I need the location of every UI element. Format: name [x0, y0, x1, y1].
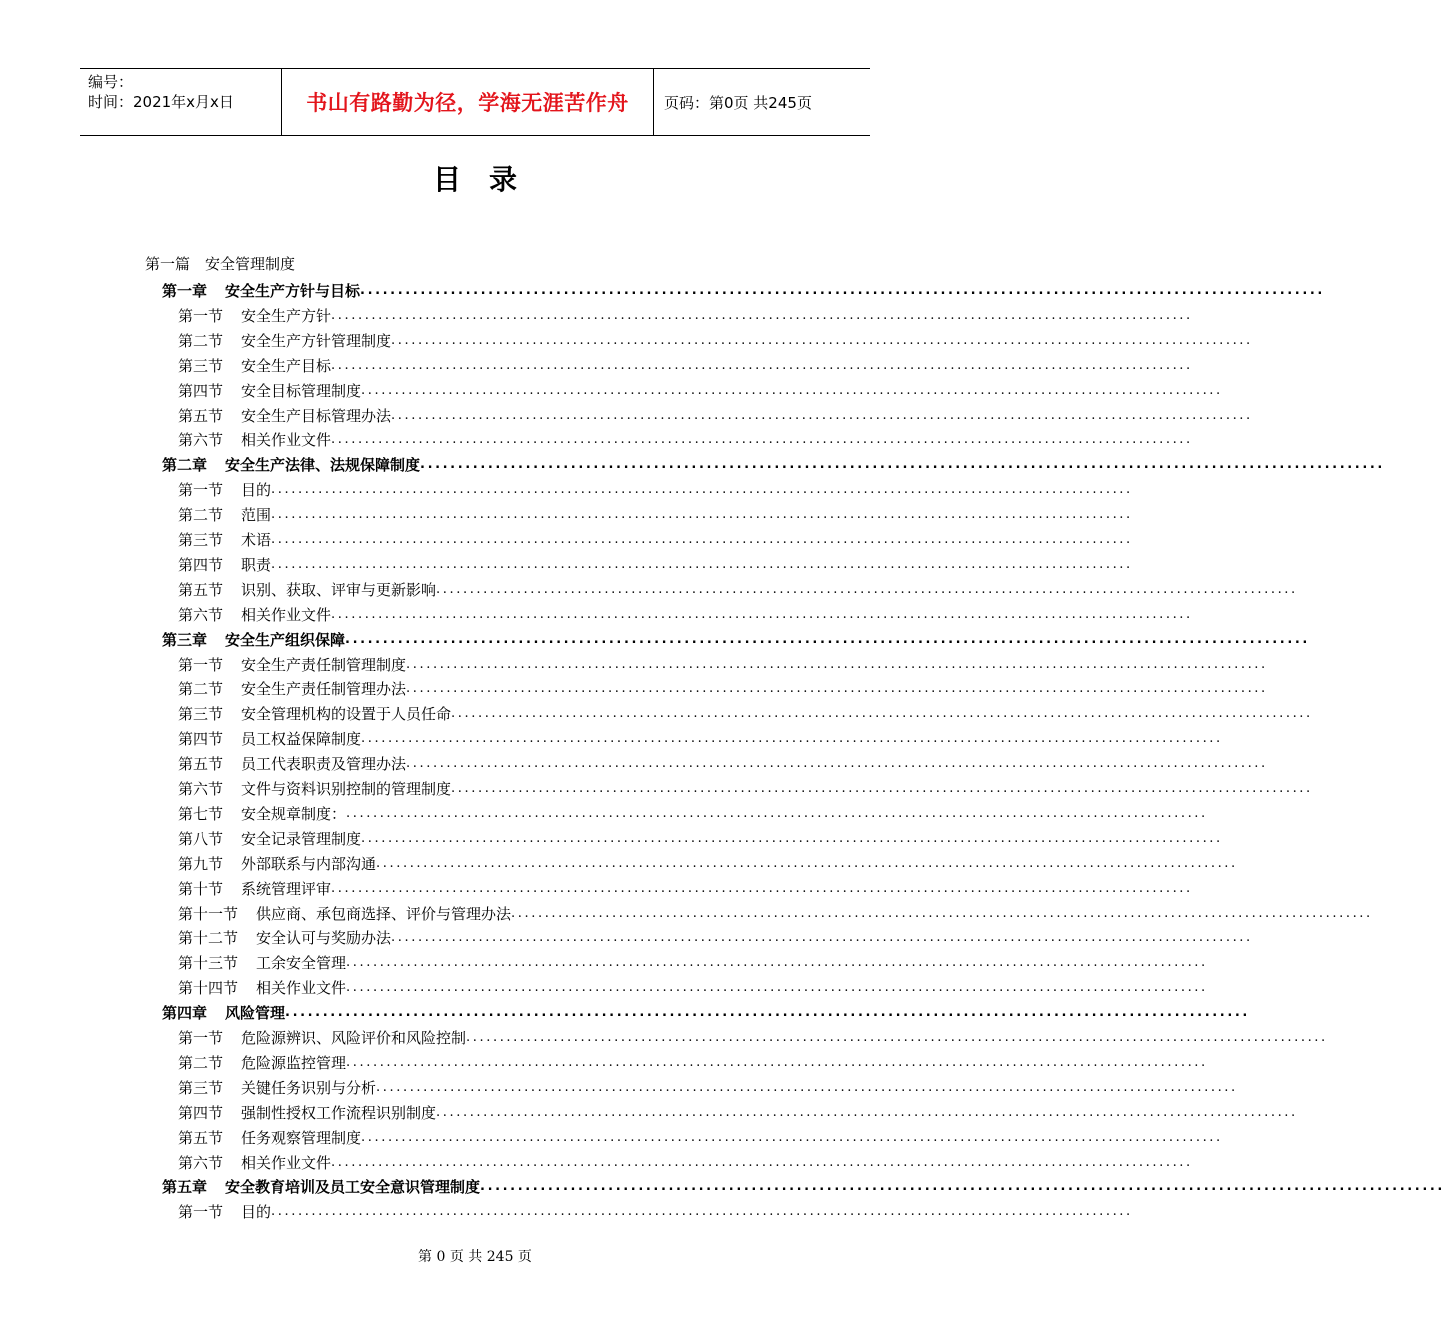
toc-dot-leader: ................................................................................................................................ [391, 930, 1253, 946]
toc-entry-title: 相关作业文件 [256, 979, 347, 998]
toc-entry-number: 第四节 [178, 381, 224, 400]
toc-entry-text [178, 1053, 346, 1073]
toc-entry-title: 危险源辨识、风险评价和风险控制 [241, 1029, 467, 1047]
toc-dot-leader: ................................................................................................................................ [271, 1204, 1133, 1220]
toc-entry-number: 第五章 [162, 1178, 208, 1197]
toc-dot-leader: ................................................................................................................................ [436, 1104, 1298, 1120]
toc-section-entry[interactable] [178, 774, 1313, 799]
toc-entry-number: 第十一节 [178, 904, 239, 923]
toc-entry-title: 文件与资料识别控制的管理制度 [241, 780, 452, 798]
toc-entry-number: 第九节 [178, 854, 224, 873]
toc-chapter-entry[interactable] [162, 625, 1310, 650]
toc-dot-leader: ................................................................................................................................ [346, 1054, 1208, 1070]
toc-dot-leader: ................................................................................................................................ [376, 855, 1238, 871]
toc-entry-title: 术语 [241, 531, 272, 549]
toc-section-entry[interactable] [178, 600, 1193, 625]
toc-section-entry[interactable] [178, 674, 1268, 699]
toc-section-entry[interactable] [178, 326, 1253, 351]
toc-entry-text [178, 381, 361, 401]
toc-entry-title: 安全规章制度： [241, 804, 347, 823]
toc-entry-text [162, 455, 420, 475]
toc-dot-leader: ................................................................................................................................ [466, 1030, 1328, 1045]
toc-entry-title: 安全生产法律、法规保障制度 [225, 456, 421, 475]
toc-section-entry[interactable] [178, 849, 1238, 874]
toc-entry-number: 第四节 [178, 730, 224, 749]
toc-entry-title: 安全生产责任制管理制度 [241, 655, 407, 674]
toc-entry-text [162, 281, 360, 301]
toc-entry-title: 安全生产组织保障 [225, 630, 346, 649]
toc-dot-leader: ................................................................................................................................ [345, 631, 1310, 647]
toc-dot-leader: ................................................................................................................................ [361, 1129, 1223, 1145]
toc-entry-title: 安全生产方针与目标 [225, 282, 361, 300]
toc-entry-text [178, 879, 331, 899]
toc-section-entry[interactable] [178, 1123, 1223, 1148]
toc-entry-text [162, 1003, 285, 1023]
toc-section-entry[interactable] [178, 1048, 1208, 1073]
toc-entry-text [178, 1153, 331, 1173]
toc-entry-number: 第四节 [178, 555, 224, 574]
toc-section-entry[interactable] [178, 824, 1223, 849]
header-motto: 书山有路勤为径，学海无涯苦作舟 [306, 91, 629, 115]
toc-entry-title: 安全管理机构的设置于人员任命 [241, 705, 452, 724]
toc-section-entry[interactable] [178, 550, 1133, 575]
toc-title: 目录 [432, 163, 545, 196]
toc-section-entry[interactable] [178, 351, 1193, 376]
toc-dot-leader: ................................................................................................................................ [285, 1005, 1250, 1021]
toc-entry-text [178, 779, 451, 799]
toc-dot-leader: ................................................................................................................................ [451, 781, 1313, 796]
toc-entry-text [178, 580, 436, 600]
toc-entry-number: 第十二节 [178, 929, 239, 948]
toc-entry-text [178, 356, 331, 376]
toc-entry-title: 安全生产目标 [241, 356, 332, 375]
toc-entry-text [178, 704, 451, 724]
toc-entry-text [178, 406, 391, 426]
toc-entry-text [178, 1078, 376, 1098]
toc-entry-title: 强制性授权工作流程识别制度 [241, 1103, 437, 1122]
toc-entry-text [178, 804, 346, 824]
toc-entry-title: 职责 [241, 555, 272, 574]
toc-entry-text [178, 605, 331, 625]
toc-entry-text [178, 505, 271, 525]
toc-section-entry[interactable] [178, 948, 1208, 973]
toc-dot-leader: ................................................................................................................................ [346, 805, 1208, 821]
toc-section-entry[interactable] [178, 1098, 1298, 1123]
toc-entry-title: 安全记录管理制度 [241, 829, 362, 848]
toc-dot-leader: ................................................................................................................................ [361, 731, 1223, 747]
toc-entry-text [178, 530, 271, 550]
toc-entry-title: 员工权益保障制度 [241, 730, 362, 749]
toc-entry-text [178, 754, 406, 774]
toc-entry-text [178, 331, 391, 351]
toc-entry-number: 第八节 [178, 829, 224, 848]
page-footer: 第 0 页 共 245 页 [418, 1249, 532, 1265]
toc-entry-text [178, 1028, 466, 1048]
toc-section-entry[interactable] [178, 749, 1268, 774]
toc-entry-number: 第三章 [162, 630, 208, 649]
toc-entry-number: 第五节 [178, 580, 224, 599]
toc-chapter-entry[interactable] [162, 1172, 1445, 1197]
toc-dot-leader: ................................................................................................................................ [271, 556, 1133, 572]
toc-dot-leader: ................................................................................................................................ [346, 955, 1208, 971]
toc-entry-title: 安全生产方针管理制度 [241, 331, 392, 350]
toc-dot-leader: ................................................................................................................................ [331, 880, 1193, 896]
toc-entry-title: 安全教育培训及员工安全意识管理制度 [225, 1178, 481, 1197]
toc-section-entry[interactable] [178, 799, 1208, 824]
toc-section-entry[interactable] [178, 699, 1313, 724]
toc-section-entry[interactable] [178, 1148, 1193, 1173]
toc-entry-title: 关键任务识别与分析 [241, 1078, 377, 1097]
toc-entry-number: 第十节 [178, 879, 224, 898]
toc-entry-text [178, 430, 331, 450]
toc-dot-leader: ................................................................................................................................ [376, 1079, 1238, 1095]
toc-entry-text [178, 679, 406, 699]
toc-section-entry[interactable] [178, 1073, 1238, 1098]
toc-entry-number: 第三节 [178, 356, 224, 375]
toc-entry-title: 外部联系与内部沟通 [241, 854, 377, 873]
toc-dot-leader: ................................................................................................................................ [361, 382, 1223, 398]
toc-chapter-entry[interactable] [162, 450, 1385, 475]
toc-section-entry[interactable] [178, 973, 1208, 998]
toc-entry-title: 风险管理 [225, 1004, 286, 1023]
toc-entry-title: 危险源监控管理 [241, 1053, 347, 1072]
header-page-info: 页码：第0页 共245页 [664, 93, 812, 112]
toc-entry-number: 第一节 [178, 481, 224, 500]
toc-section-entry[interactable] [178, 500, 1133, 525]
toc-entry-number: 第三节 [178, 1078, 224, 1097]
toc-dot-leader: ................................................................................................................................ [361, 830, 1223, 846]
toc-entry-text [162, 1177, 480, 1197]
toc-dot-leader: ................................................................................................................................ [406, 756, 1268, 772]
toc-entry-number: 第十三节 [178, 954, 239, 973]
toc-entry-title: 员工代表职责及管理办法 [241, 755, 407, 774]
toc-entry-number: 第六节 [178, 1153, 224, 1172]
toc-entry-number: 第五节 [178, 406, 224, 425]
toc-dot-leader: ................................................................................................................................ [331, 1154, 1193, 1170]
toc-dot-leader: ................................................................................................................................ [511, 905, 1373, 921]
toc-entry-number: 第二节 [178, 506, 224, 525]
toc-entry-number: 第六节 [178, 431, 224, 450]
toc-entry-text [178, 1202, 271, 1222]
toc-chapter-entry[interactable] [162, 998, 1250, 1023]
toc-dot-leader: ................................................................................................................................ [331, 432, 1193, 448]
toc-section-entry[interactable] [178, 401, 1253, 426]
toc-section-entry[interactable] [178, 650, 1268, 675]
toc-entry-number: 第一节 [178, 306, 224, 325]
toc-entry-text [178, 729, 361, 749]
toc-entry-number: 第三节 [178, 705, 224, 724]
toc-dot-leader: ................................................................................................................................ [360, 283, 1325, 298]
toc-section-entry[interactable] [178, 874, 1193, 899]
toc-dot-leader: ................................................................................................................................ [406, 656, 1268, 672]
toc-entry-text [178, 555, 271, 575]
toc-entry-text [178, 480, 271, 500]
toc-section-entry[interactable] [178, 899, 1373, 924]
toc-section-entry[interactable] [178, 475, 1133, 500]
toc-entry-number: 第七节 [178, 804, 224, 823]
toc-entry-number: 第三节 [178, 531, 224, 549]
toc-entry-title: 相关作业文件 [241, 1153, 332, 1172]
toc-entry-number: 第一节 [178, 1029, 224, 1047]
toc-entry-title: 识别、获取、评审与更新影响 [241, 580, 437, 599]
toc-entry-number: 第四章 [162, 1004, 208, 1023]
toc-dot-leader: ................................................................................................................................ [480, 1179, 1445, 1195]
toc-section-entry[interactable] [178, 724, 1223, 749]
toc-dot-leader: ................................................................................................................................ [451, 706, 1313, 722]
toc-dot-leader: ................................................................................................................................ [391, 332, 1253, 348]
toc-section-entry[interactable] [178, 923, 1253, 948]
toc-entry-text [178, 904, 511, 924]
toc-dot-leader: ................................................................................................................................ [346, 980, 1208, 996]
toc-entry-title: 供应商、承包商选择、评价与管理办法 [256, 904, 512, 923]
toc-entry-title: 范围 [241, 506, 272, 525]
toc-section-entry[interactable] [178, 376, 1223, 401]
document-number-label: 编号： [88, 73, 134, 91]
toc-chapter-entry[interactable] [162, 276, 1325, 301]
toc-section-entry[interactable] [178, 301, 1193, 326]
toc-dot-leader: ................................................................................................................................ [271, 482, 1133, 498]
toc-entry-title: 相关作业文件 [241, 605, 332, 624]
toc-entry-number: 第一节 [178, 655, 224, 674]
page-header [80, 68, 870, 136]
toc-dot-leader: ................................................................................................................................ [331, 606, 1193, 622]
header-meta-cell [80, 69, 282, 135]
toc-dot-leader: ................................................................................................................................ [271, 532, 1133, 547]
toc-entry-title: 目的 [241, 1203, 272, 1222]
toc-entry-title: 任务观察管理制度 [241, 1128, 362, 1147]
toc-entry-title: 目的 [241, 481, 272, 500]
toc-entry-text [178, 829, 361, 849]
header-motto-cell [282, 69, 654, 135]
toc-part-heading: 第一篇 安全管理制度 [145, 255, 296, 273]
toc-section-entry[interactable] [178, 1023, 1328, 1048]
toc-entry-text [162, 630, 345, 650]
toc-entry-title: 安全认可与奖励办法 [256, 929, 392, 948]
toc-dot-leader: ................................................................................................................................ [271, 507, 1133, 523]
toc-entry-number: 第十四节 [178, 979, 239, 998]
toc-entry-title: 安全目标管理制度 [241, 381, 362, 400]
toc-entry-number: 第六节 [178, 605, 224, 624]
toc-section-entry[interactable] [178, 1197, 1133, 1222]
toc-dot-leader: ................................................................................................................................ [436, 581, 1298, 597]
toc-entry-text [178, 928, 391, 948]
toc-entry-number: 第五节 [178, 1128, 224, 1147]
toc-dot-leader: ................................................................................................................................ [420, 457, 1385, 473]
toc-dot-leader: ................................................................................................................................ [406, 681, 1268, 697]
toc-dot-leader: ................................................................................................................................ [331, 307, 1193, 323]
toc-section-entry[interactable] [178, 425, 1193, 450]
toc-entry-number: 第六节 [178, 780, 224, 798]
toc-entry-text [178, 854, 376, 874]
toc-entry-title: 系统管理评审 [241, 879, 332, 898]
toc-entry-number: 第二节 [178, 680, 224, 699]
toc-entry-text [178, 1128, 361, 1148]
toc-entry-title: 安全生产目标管理办法 [241, 406, 392, 425]
toc-section-entry[interactable] [178, 575, 1298, 600]
toc-entry-title: 工余安全管理 [256, 954, 347, 973]
toc-entry-text [178, 655, 406, 675]
document-time-label: 时间：2021年x月x日 [88, 93, 234, 111]
toc-entry-text [178, 1103, 436, 1123]
toc-entry-title: 相关作业文件 [241, 431, 332, 450]
toc-entry-number: 第二章 [162, 456, 208, 475]
toc-entry-number: 第一章 [162, 282, 208, 300]
toc-entry-text [178, 953, 346, 973]
toc-dot-leader: ................................................................................................................................ [331, 357, 1193, 373]
toc-section-entry[interactable] [178, 525, 1133, 550]
toc-entry-number: 第四节 [178, 1103, 224, 1122]
header-page-info-cell [654, 69, 870, 135]
toc-entry-number: 第二节 [178, 331, 224, 350]
toc-dot-leader: ................................................................................................................................ [391, 407, 1253, 423]
toc-entry-text [178, 306, 331, 326]
toc-entry-number: 第五节 [178, 755, 224, 774]
toc-entry-title: 安全生产方针 [241, 306, 332, 325]
toc-entry-number: 第二节 [178, 1053, 224, 1072]
toc-entry-title: 安全生产责任制管理办法 [241, 680, 407, 699]
toc-entry-text [178, 978, 346, 998]
toc-entry-number: 第一节 [178, 1203, 224, 1222]
